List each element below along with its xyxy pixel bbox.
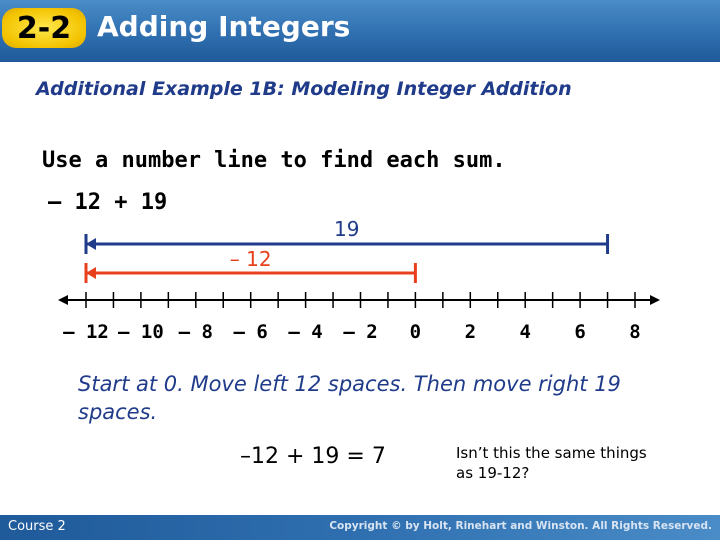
problem-expression: – 12 + 19 [48,190,168,215]
tick-label: 6 [574,321,586,343]
footer-bar [0,515,720,540]
lesson-title: Adding Integers [97,10,351,43]
tick-label: – 8 [178,321,213,343]
course-label: Course 2 [8,519,66,534]
blue-arrow-label: 19 [334,217,360,241]
copyright-notice: Copyright © by Holt, Rinehart and Winston. All Rights Reserved. [329,520,712,532]
example-subtitle: Additional Example 1B: Modeling Integer Addition [36,78,572,100]
tick-label: – 10 [118,321,164,343]
result-equation: –12 + 19 = 7 [240,444,386,469]
tick-label: – 4 [288,321,323,343]
explanation-text: Start at 0. Move left 12 spaces. Then move right 19 spaces. [78,372,621,424]
instruction-text: Use a number line to find each sum. [42,148,506,173]
tick-label: – 12 [63,321,109,343]
left-arrowhead-icon [58,295,68,305]
right-arrowhead-icon [650,295,660,305]
tick-label: 0 [409,321,422,343]
tick-label: – 6 [233,321,268,343]
red-arrow-label: – 12 [229,247,272,271]
tick-label: 4 [519,321,531,343]
tick-label: – 2 [343,321,378,343]
tick-label: 2 [464,321,477,343]
lesson-number-badge: 2-2 [2,8,86,48]
tick-label: 8 [629,321,641,343]
side-note: Isn’t this the same things as 19-12? [456,444,647,482]
